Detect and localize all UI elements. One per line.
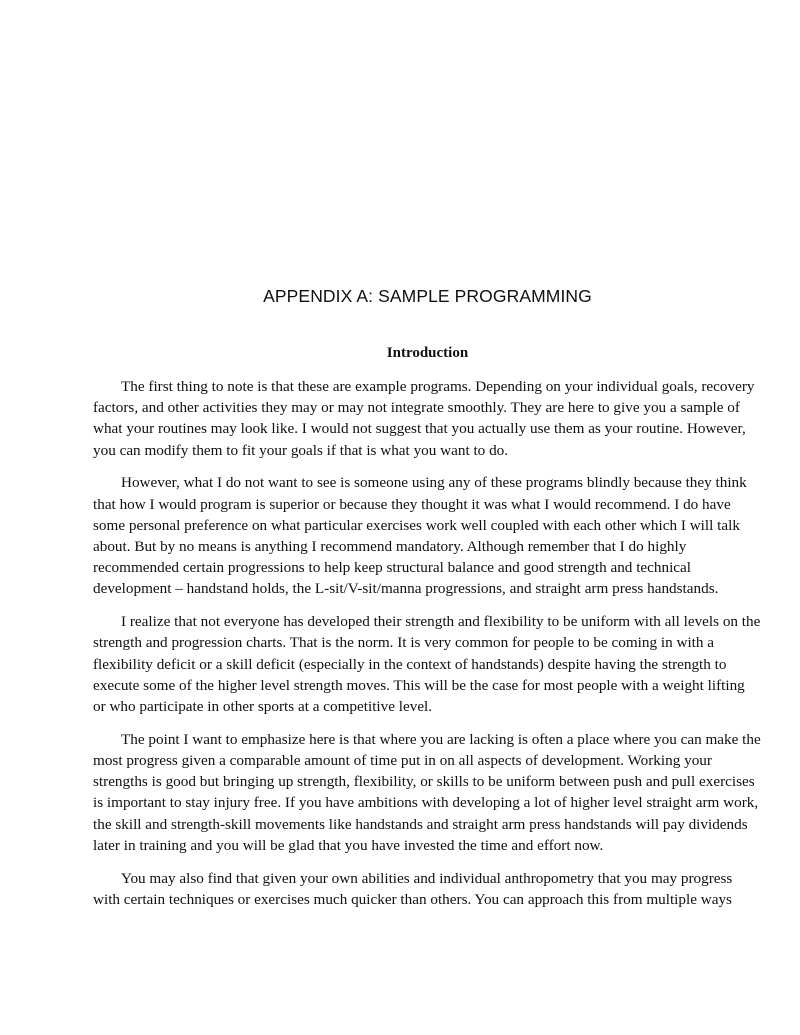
paragraph-4: The point I want to emphasize here is that where you are lacking is often a place where you can make the most progress given a comparable amount of time put in on all aspects of development. Working your strengths is good but bringing up strength, flexibility, or skills to be uniform between push and pull exercises is important to stay injury free. If you have ambitions with developing a lot of higher level straight arm work, the skill and strength-skill movements like handstands and straight arm press handstands will pay dividends later in training and you will be glad that you have invested the time and effort now. bbox=[93, 730, 761, 854]
chapter-title: APPENDIX A: SAMPLE PROGRAMMING bbox=[263, 286, 592, 306]
section-heading: Introduction bbox=[386, 345, 469, 361]
paragraph-3: I realize that not everyone has developed their strength and flexibility to be uniform with all levels on the strength and progression charts. That is the norm. It is very common for people to be coming in with a flexibility deficit or a skill deficit (especially in the context of handstands) despite having the strength to execute some of the higher level strength moves. This will be the case for most people with a weight lifting or who participate in other sports at a competitive level. bbox=[93, 613, 761, 716]
body-text bbox=[93, 376, 761, 922]
paragraph-1: The first thing to note is that these are example programs. Depending on your individual goals, recovery factors, and other activities they may or may not integrate smoothly. They are here to give you a sample of what your routines may look like. I would not suggest that you actually use them as your routine. However, you can modify them to fit your goals if that is what you want to do. bbox=[93, 378, 755, 459]
paragraph-2: However, what I do not want to see is someone using any of these programs blindly because they think that how I would program is superior or because they thought it was what I would recommend. I do have some personal preference on what particular exercises work well coupled with each other which I will talk about. But by no means is anything I recommend mandatory. Although remember that I do highly recommended certain progressions to help keep structural balance and good strength and technical development – handstand holds, the L-sit/V-sit/manna progressions, and straight arm press handstands. bbox=[93, 474, 747, 598]
paragraph-5: You may also find that given your own abilities and individual anthropometry that you may progress with certain techniques or exercises much quicker than others. You can approach this from multiple ways bbox=[93, 869, 733, 908]
